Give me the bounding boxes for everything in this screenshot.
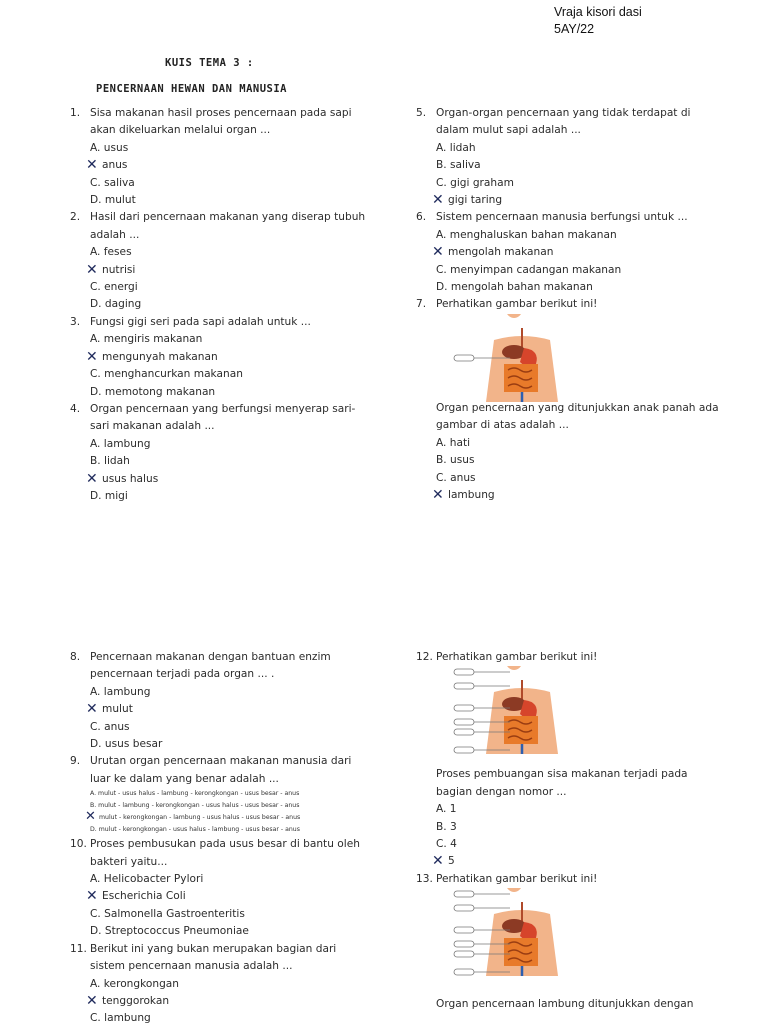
- question-text: luar ke dalam yang benar adalah ...: [90, 772, 279, 785]
- question-text: Perhatikan gambar berikut ini!: [436, 298, 598, 311]
- question-number: 4.: [70, 402, 81, 415]
- cross-mark-icon: ✕: [86, 261, 98, 278]
- cross-mark-icon: ✕: [432, 192, 444, 209]
- answer-text: A. mulut - usus halus - lambung - kerongkongan - usus besar - anus: [90, 790, 300, 798]
- answer-text: B. saliva: [436, 159, 481, 172]
- answer-option[interactable]: [436, 435, 756, 452]
- question-text: Organ pencernaan lambung ditunjukkan dengan: [436, 998, 694, 1011]
- answer-option[interactable]: [90, 1010, 400, 1027]
- answer-text: C. Salmonella Gastroenteritis: [90, 907, 245, 920]
- question-text: Pencernaan makanan dengan bantuan enzim: [90, 651, 331, 663]
- answer-option[interactable]: [432, 192, 756, 209]
- answer-option[interactable]: [90, 436, 400, 453]
- question-text: Perhatikan gambar berikut ini!: [436, 872, 598, 885]
- answer-option[interactable]: [432, 244, 756, 261]
- question: [70, 753, 400, 836]
- question-text: Urutan organ pencernaan makanan manusia dari: [90, 755, 352, 768]
- question-text: dalam mulut sapi adalah ...: [436, 124, 581, 137]
- questions-column-2: [416, 105, 756, 504]
- answer-text: D. daging: [90, 298, 142, 311]
- answer-text: C. anus: [436, 471, 476, 484]
- quiz-title: KUIS TEMA 3 :: [165, 57, 254, 69]
- question-number: 11.: [70, 942, 87, 955]
- question: [70, 941, 400, 1028]
- question: [70, 105, 400, 209]
- question-text: akan dikeluarkan melalui organ ...: [90, 124, 271, 137]
- student-class: 5AY/22: [554, 22, 595, 36]
- answer-option[interactable]: [90, 719, 400, 736]
- answer-text: A. kerongkongan: [90, 977, 179, 990]
- question-number: 6.: [416, 211, 427, 224]
- question-text: Fungsi gigi seri pada sapi adalah untuk ...: [90, 315, 311, 328]
- question-number: 8.: [70, 651, 81, 663]
- question-text: Perhatikan gambar berikut ini!: [436, 651, 598, 663]
- question-figure: [436, 314, 756, 400]
- answer-text: C. energi: [90, 281, 138, 294]
- questions-column-4: [416, 649, 756, 1014]
- question-number: 3.: [70, 315, 81, 328]
- question-text: pencernaan terjadi pada organ ... .: [90, 668, 275, 681]
- answer-text: mengolah makanan: [448, 246, 554, 259]
- cross-mark-icon: ✕: [86, 701, 98, 718]
- answer-option[interactable]: [432, 853, 756, 870]
- answer-option[interactable]: [436, 227, 756, 244]
- answer-text: D. Streptococcus Pneumoniae: [90, 925, 249, 938]
- answer-text: C. menghancurkan makanan: [90, 368, 243, 381]
- answer-option[interactable]: [436, 140, 756, 157]
- question: [70, 836, 400, 940]
- question-number: 13.: [416, 872, 433, 885]
- quiz-subtitle: PENCERNAAN HEWAN DAN MANUSIA: [96, 83, 288, 95]
- answer-option[interactable]: [90, 296, 400, 313]
- answer-text: 5: [448, 855, 455, 868]
- answer-text: gigi taring: [448, 194, 503, 207]
- cross-mark-icon: ✕: [86, 470, 98, 487]
- question: [70, 209, 400, 313]
- cross-mark-icon: ✕: [86, 992, 98, 1009]
- question: [416, 649, 756, 871]
- answer-text: C. 4: [436, 838, 457, 851]
- question-figure: [436, 888, 756, 996]
- question-text: sari makanan adalah ...: [90, 420, 215, 433]
- answer-text: D. migi: [90, 489, 128, 502]
- answer-option[interactable]: [90, 175, 400, 192]
- answer-text: tenggorokan: [102, 994, 170, 1007]
- answer-option[interactable]: [90, 488, 400, 505]
- answer-text: B. lidah: [90, 455, 130, 468]
- answer-text: A. lambung: [90, 685, 151, 698]
- cross-mark-icon: ✕: [432, 486, 444, 503]
- answer-option[interactable]: [86, 701, 400, 718]
- answer-text: C. saliva: [90, 176, 135, 189]
- answer-option[interactable]: [90, 331, 400, 348]
- answer-text: mengunyah makanan: [102, 350, 218, 363]
- question-text: Proses pembusukan pada usus besar di bantu oleh: [90, 838, 360, 851]
- answer-option[interactable]: [86, 992, 400, 1010]
- answer-text: A. lambung: [90, 437, 151, 450]
- answer-text: D. mulut - kerongkongan - usus halus - lambung - usus besar - anus: [90, 826, 300, 834]
- answer-option[interactable]: [90, 684, 400, 701]
- answer-text: A. lidah: [436, 141, 476, 154]
- answer-option[interactable]: [436, 262, 756, 279]
- answer-text: B. usus: [436, 454, 475, 467]
- question-number: 10.: [70, 838, 87, 851]
- cross-mark-icon: ✕: [86, 348, 98, 365]
- answer-option[interactable]: [90, 192, 400, 209]
- answer-option[interactable]: [90, 140, 400, 157]
- answer-option[interactable]: [90, 906, 400, 923]
- answer-option[interactable]: [90, 800, 400, 812]
- cross-mark-icon: ✕: [86, 888, 98, 905]
- question: [70, 314, 400, 401]
- answer-option[interactable]: [90, 788, 400, 800]
- answer-text: A. Helicobacter Pylori: [90, 873, 204, 886]
- digestive-system-figure: [436, 888, 596, 998]
- answer-text: A. feses: [90, 246, 132, 259]
- answer-text: B. mulut - lambung - kerongkongan - usus halus - usus besar - anus: [90, 802, 300, 810]
- answer-option[interactable]: [436, 470, 756, 487]
- answer-option[interactable]: [436, 836, 756, 853]
- answer-text: lambung: [448, 488, 495, 501]
- cross-mark-icon: ✕: [432, 853, 444, 870]
- answer-option[interactable]: [432, 486, 756, 504]
- answer-option[interactable]: [436, 279, 756, 296]
- answer-option[interactable]: [436, 452, 756, 469]
- answer-option[interactable]: [90, 279, 400, 296]
- answer-text: D. usus besar: [90, 738, 163, 751]
- answer-text: B. 3: [436, 820, 457, 833]
- answer-option[interactable]: [436, 175, 756, 192]
- answer-text: C. anus: [90, 720, 130, 733]
- answer-option[interactable]: [86, 348, 400, 366]
- answer-text: usus halus: [102, 472, 159, 485]
- question-figure: [436, 666, 756, 766]
- question: [416, 296, 756, 504]
- question-text: Berikut ini yang bukan merupakan bagian dari: [90, 942, 337, 955]
- question: [416, 871, 756, 1014]
- cross-mark-icon: ✕: [432, 244, 444, 261]
- digestive-system-figure: [436, 314, 596, 402]
- answer-option[interactable]: [90, 453, 400, 470]
- answer-option[interactable]: [86, 261, 400, 279]
- answer-option[interactable]: [436, 819, 756, 836]
- question: [416, 105, 756, 209]
- question: [70, 649, 400, 753]
- question-text: gambar di atas adalah ...: [436, 419, 569, 432]
- answer-option[interactable]: [90, 384, 400, 401]
- answer-text: Escherichia Coli: [102, 890, 186, 903]
- questions-column-1: [70, 105, 400, 505]
- question-text: bakteri yaitu...: [90, 855, 168, 868]
- answer-text: D. mulut: [90, 194, 136, 207]
- answer-text: anus: [102, 159, 128, 172]
- question-text: sistem pencernaan manusia adalah ...: [90, 960, 293, 973]
- answer-option[interactable]: [90, 366, 400, 383]
- question-text: Sisa makanan hasil proses pencernaan pada sapi: [90, 107, 352, 119]
- answer-text: A. hati: [436, 436, 471, 449]
- answer-option[interactable]: [436, 157, 756, 174]
- question-text: bagian dengan nomor ...: [436, 785, 567, 798]
- question-number: 7.: [416, 298, 427, 311]
- answer-text: A. menghaluskan bahan makanan: [436, 228, 617, 241]
- answer-option[interactable]: [86, 888, 400, 905]
- answer-text: A. mengiris makanan: [90, 333, 203, 346]
- question-number: 12.: [416, 651, 433, 663]
- answer-text: mulut - kerongkongan - lambung - usus halus - usus besar - anus: [99, 814, 301, 822]
- answer-option[interactable]: [85, 809, 400, 825]
- answer-text: nutrisi: [102, 263, 136, 276]
- answer-text: C. gigi graham: [436, 176, 514, 189]
- answer-option[interactable]: [90, 871, 400, 888]
- answer-text: mulut: [102, 703, 133, 716]
- question-text: Organ pencernaan yang ditunjukkan anak panah ada: [436, 401, 719, 414]
- question-number: 9.: [70, 755, 81, 768]
- answer-text: A. 1: [436, 803, 457, 816]
- question-number: 2.: [70, 211, 81, 224]
- answer-text: D. memotong makanan: [90, 385, 216, 398]
- question-text: Organ-organ pencernaan yang tidak terdapat di: [436, 107, 691, 119]
- question-text: adalah ...: [90, 228, 140, 241]
- answer-option[interactable]: [90, 923, 400, 940]
- answer-option[interactable]: [86, 157, 400, 174]
- question-text: Organ pencernaan yang berfungsi menyerap sari-: [90, 402, 356, 415]
- cross-mark-icon: ✕: [86, 157, 98, 174]
- question: [70, 401, 400, 505]
- answer-option[interactable]: [90, 736, 400, 753]
- question-text: Proses pembuangan sisa makanan terjadi pada: [436, 768, 688, 781]
- answer-option[interactable]: [90, 976, 400, 993]
- question: [416, 209, 756, 296]
- student-name: Vraja kisori dasi: [554, 5, 642, 19]
- answer-option[interactable]: [436, 801, 756, 818]
- question-number: 1.: [70, 107, 81, 119]
- answer-text: C. menyimpan cadangan makanan: [436, 263, 622, 276]
- question-text: Hasil dari pencernaan makanan yang diserap tubuh: [90, 211, 366, 224]
- answer-text: D. mengolah bahan makanan: [436, 281, 593, 294]
- digestive-system-figure: [436, 666, 596, 776]
- answer-text: A. usus: [90, 141, 129, 154]
- questions-column-3: [70, 649, 400, 1028]
- question-text: Sistem pencernaan manusia berfungsi untuk ...: [436, 211, 688, 224]
- answer-option[interactable]: [90, 244, 400, 261]
- answer-text: C. lambung: [90, 1012, 151, 1025]
- answer-option[interactable]: [86, 470, 400, 488]
- answer-option[interactable]: [90, 824, 400, 836]
- cross-mark-icon: ✕: [85, 809, 96, 825]
- question-number: 5.: [416, 107, 427, 119]
